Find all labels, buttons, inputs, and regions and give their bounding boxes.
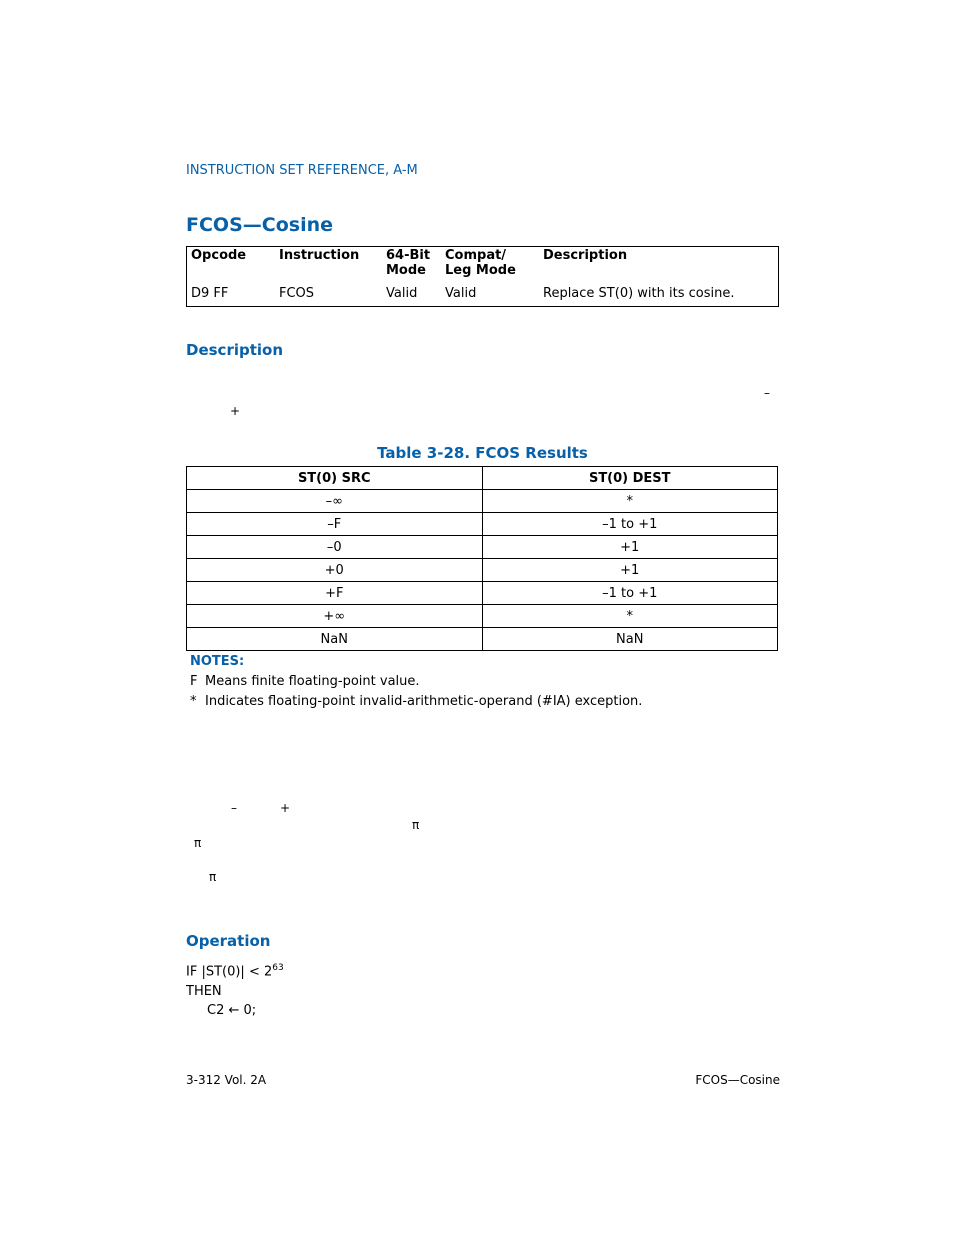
running-header: INSTRUCTION SET REFERENCE, A-M (186, 163, 418, 178)
operation-heading: Operation (186, 932, 271, 950)
dest-cell: +1 (482, 536, 778, 559)
dest-cell: * (482, 490, 778, 513)
src-cell: NaN (187, 628, 483, 651)
note-symbol: * (190, 694, 197, 709)
description-minus-glyph: – (764, 386, 770, 400)
table-row (187, 278, 779, 307)
body-plus-glyph: + (280, 801, 291, 815)
footer-section-title: FCOS—Cosine (695, 1073, 780, 1087)
dest-header: ST(0) DEST (482, 467, 778, 490)
src-cell: +0 (187, 559, 483, 582)
table-row (187, 536, 778, 559)
instruction-cell: FCOS (279, 286, 315, 301)
pi-glyph: π (194, 836, 202, 850)
note-text: Indicates floating-point invalid-arithmetic-operand (#IA) exception. (205, 694, 643, 709)
src-cell: –∞ (187, 490, 483, 513)
table-row (187, 559, 778, 582)
opcode-header: Opcode (191, 248, 247, 263)
page-title: FCOS—Cosine (186, 214, 333, 236)
dest-cell: * (482, 605, 778, 628)
table-row (187, 605, 778, 628)
dest-cell: +1 (482, 559, 778, 582)
results-table-header-row (187, 467, 778, 490)
opcode-table (186, 246, 779, 307)
notes-label: NOTES: (190, 654, 245, 669)
64bit-mode-header: 64-Bit Mode (386, 248, 431, 278)
src-cell: –F (187, 513, 483, 536)
table-row (187, 628, 778, 651)
note-item (190, 694, 642, 709)
table-row (187, 490, 778, 513)
64bit-mode-cell: Valid (386, 286, 418, 301)
src-cell: –0 (187, 536, 483, 559)
src-header: ST(0) SRC (187, 467, 483, 490)
opcode-table-header-row (187, 247, 779, 279)
description-cell: Replace ST(0) with its cosine. (543, 286, 735, 301)
note-item (190, 674, 420, 689)
footer-page-number: 3-312 Vol. 2A (186, 1073, 267, 1087)
pi-glyph: π (412, 818, 420, 832)
operation-line: THEN (186, 984, 222, 999)
pi-glyph: π (209, 870, 217, 884)
note-symbol: F (190, 674, 198, 689)
results-table-caption: Table 3-28. FCOS Results (377, 444, 588, 462)
note-text: Means finite floating-point value. (205, 674, 420, 689)
compat-leg-mode-cell: Valid (445, 286, 477, 301)
fcos-results-table (186, 466, 778, 651)
table-row (187, 582, 778, 605)
src-cell: +∞ (187, 605, 483, 628)
table-row (187, 513, 778, 536)
description-heading: Description (186, 341, 284, 359)
operation-line: C2 ← 0; (207, 1003, 257, 1018)
description-header: Description (543, 248, 628, 263)
src-cell: +F (187, 582, 483, 605)
compat-leg-mode-header: Compat/ Leg Mode (445, 248, 516, 278)
body-minus-glyph: – (231, 801, 237, 815)
dest-cell: NaN (482, 628, 778, 651)
dest-cell: –1 to +1 (482, 513, 778, 536)
dest-cell: –1 to +1 (482, 582, 778, 605)
operation-line: IF $|ST(0)| < 2^{63}$ (186, 963, 284, 980)
instruction-header: Instruction (279, 248, 360, 263)
opcode-cell: D9 FF (191, 286, 229, 301)
description-plus-glyph: + (230, 404, 241, 418)
